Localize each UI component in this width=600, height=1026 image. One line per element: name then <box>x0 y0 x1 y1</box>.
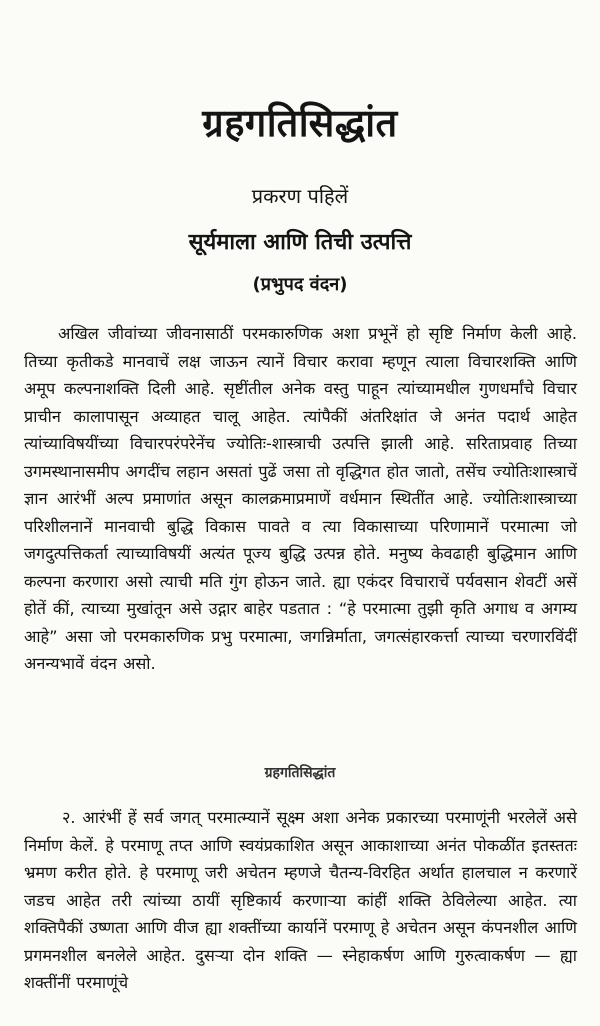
paragraph-number: २. <box>62 808 76 827</box>
running-head: ग्रहगतिसिद्धांत <box>264 765 336 781</box>
chapter-title: सूर्यमाला आणि तिची उत्पत्ति <box>188 230 412 255</box>
page-title: ग्रहगतिसिद्धांत <box>202 101 398 145</box>
paragraph-2 <box>24 804 577 997</box>
paragraph-1: अखिल जीवांच्या जीवनासाठीं परमकारुणिक अशा प्रभूनें हो सृष्टि निर्माण केली आहे. तिच्या कृतीकडे मानवाचें लक्ष जाऊन त्यानें विचार करावा म्हणून त्याला विचारशक्ति आणि अमूप कल्पनाशक्ति दिली आहे. सृष्टींतील अनेक वस्तु पाहून त्यांच्यामधील गुणधर्मांचे विचार प्राचीन कालापासून अव्याहत चालू आहेत. त्यांपैकीं अंतरिक्षांत जे अनंत पदार्थ आहेत त्यांच्याविषयींच्या विचारपरंपरेनेंच ज्योतिः-शास्त्राची उत्पत्ति झाली आहे. सरिताप्रवाह तिच्या उगमस्थानासमीप अगदींच लहान असतां पुढें जसा तो वृद्धिगत होत जातो, तसेंच ज्योतिःशास्त्राचें ज्ञान आरंभीं अल्प प्रमाणांत असून कालक्रमाप्रमाणें वर्धमान स्थितींत आहे. ज्योतिःशास्त्राच्या परिशीलनानें मानवाची बुद्धि विकास पावते व त्या विकासाच्या परिणामानें परमात्मा जो जगदुत्पत्तिकर्ता त्याच्याविषयीं अत्यंत पूज्य बुद्धि उत्पन्न होते. मनुष्य केवढाही बुद्धिमान आणि कल्पना करणारा असो त्याची मति गुंग होऊन जाते. ह्या एकंदर विचाराचें पर्यवसान शेवटीं असें होतें कीं, त्याच्या मुखांतून असे उद्गार बाहेर पडतात : “हे परमात्मा तुझी कृति अगाध व अगम्य आहे” असा जो परमकारुणिक प्रभु परमात्मा, जगन्निर्माता, जगत्संहारकर्त्ता त्याच्या चरणारविंदीं अनन्यभावें वंदन असो. <box>24 324 577 673</box>
paragraph-2-text: आरंभीं हें सर्व जगत् परमात्म्यानें सूक्ष्म अशा अनेक प्रकारच्या परमाणूंनी भरलेलें असे निर्माण केलें. हे परमाणू तप्त आणि स्वयंप्रकाशित असून आकाशाच्या अनंत पोकळींत इतस्ततः भ्रमण करीत होते. हे परमाणू जरी अचेतन म्हणजे चैतन्य-विरहित अर्थात हालचाल न करणारें जडच आहेत तरी त्यांच्या ठायीं सृष्टिकार्य करणाऱ्या कांहीं शक्ति ठेविलेल्या आहेत. त्या शक्तिपैकीं उष्णता आणि वीज ह्या शक्तींच्या कार्यानें परमाणू हे अचेतन असून कंपनशील आणि प्रगमनशील बनलेले आहेत. दुसऱ्या दोन शक्ति — स्नेहाकर्षण आणि गुरुत्वाकर्षण — ह्या शक्तींनीं परमाणूंचे <box>24 808 577 992</box>
chapter-heading: प्रकरण पहिलें <box>251 184 349 208</box>
dedication-heading: (प्रभुपद वंदन) <box>252 274 348 295</box>
